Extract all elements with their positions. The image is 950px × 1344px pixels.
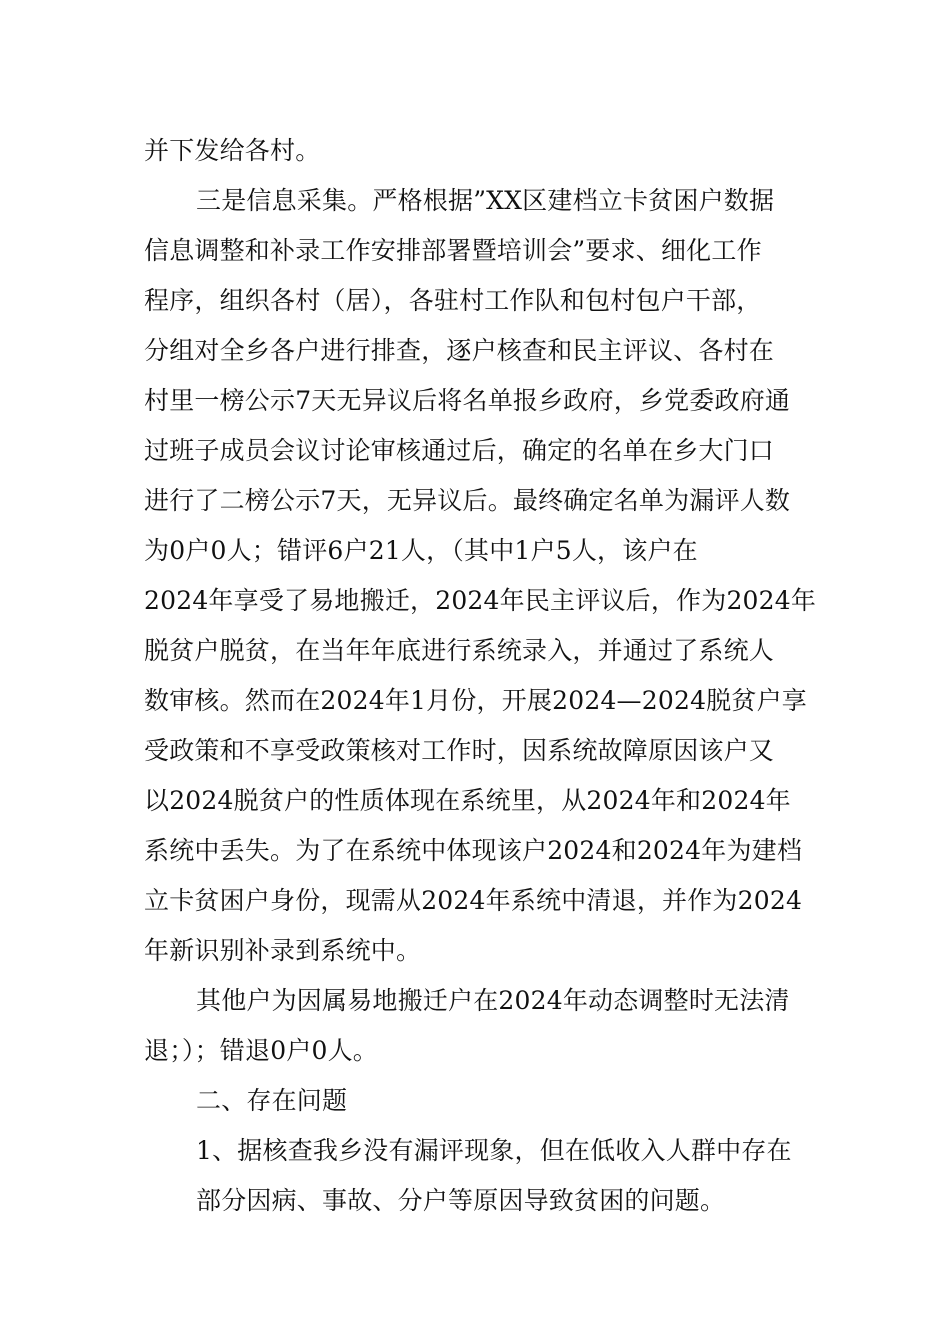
text-line: 年新识别补录到系统中。	[144, 936, 422, 965]
text-line: 程序，组织各村（居），各驻村工作队和包村包户干部，	[144, 286, 762, 315]
text-line: 并下发给各村。	[144, 136, 321, 165]
text-line: 脱贫户脱贫，在当年年底进行系统录入，并通过了系统人	[144, 636, 775, 665]
text-line: 立卡贫困户身份，现需从2024年系统中清退，并作为2024	[144, 886, 803, 915]
text-line: 信息调整和补录工作安排部署暨培训会”要求、细化工作	[144, 236, 762, 265]
text-line: 1、据核查我乡没有漏评现象，但在低收入人群中存在	[196, 1136, 792, 1165]
text-line: 过班子成员会议讨论审核通过后，确定的名单在乡大门口	[144, 436, 775, 465]
text-line: 三是信息采集。严格根据”XX区建档立卡贫困户数据	[196, 186, 775, 215]
text-line: 退；）；错退0户0人。	[144, 1036, 379, 1065]
text-line: 部分因病、事故、分户等原因导致贫困的问题。	[196, 1186, 726, 1215]
text-line: 2024年享受了易地搬迁，2024年民主评议后，作为2024年	[144, 586, 817, 615]
text-line: 数审核。然而在2024年1月份，开展2024—2024脱贫户享	[144, 686, 807, 715]
text-line: 以2024脱贫户的性质体现在系统里，从2024年和2024年	[144, 786, 791, 815]
text-line: 系统中丢失。为了在系统中体现该户2024和2024年为建档	[144, 836, 803, 865]
text-line: 村里一榜公示7天无异议后将名单报乡政府，乡党委政府通	[144, 386, 791, 415]
text-line: 其他户为因属易地搬迁户在2024年动态调整时无法清	[196, 986, 790, 1015]
text-line: 为0户0人；错评6户21人，（其中1户5人，该户在	[144, 536, 698, 565]
section-heading: 二、存在问题	[196, 1086, 348, 1115]
text-line: 分组对全乡各户进行排查，逐户核查和民主评议、各村在	[144, 336, 775, 365]
text-line: 受政策和不享受政策核对工作时，因系统故障原因该户又	[144, 736, 775, 765]
text-line: 进行了二榜公示7天，无异议后。最终确定名单为漏评人数	[144, 486, 791, 515]
